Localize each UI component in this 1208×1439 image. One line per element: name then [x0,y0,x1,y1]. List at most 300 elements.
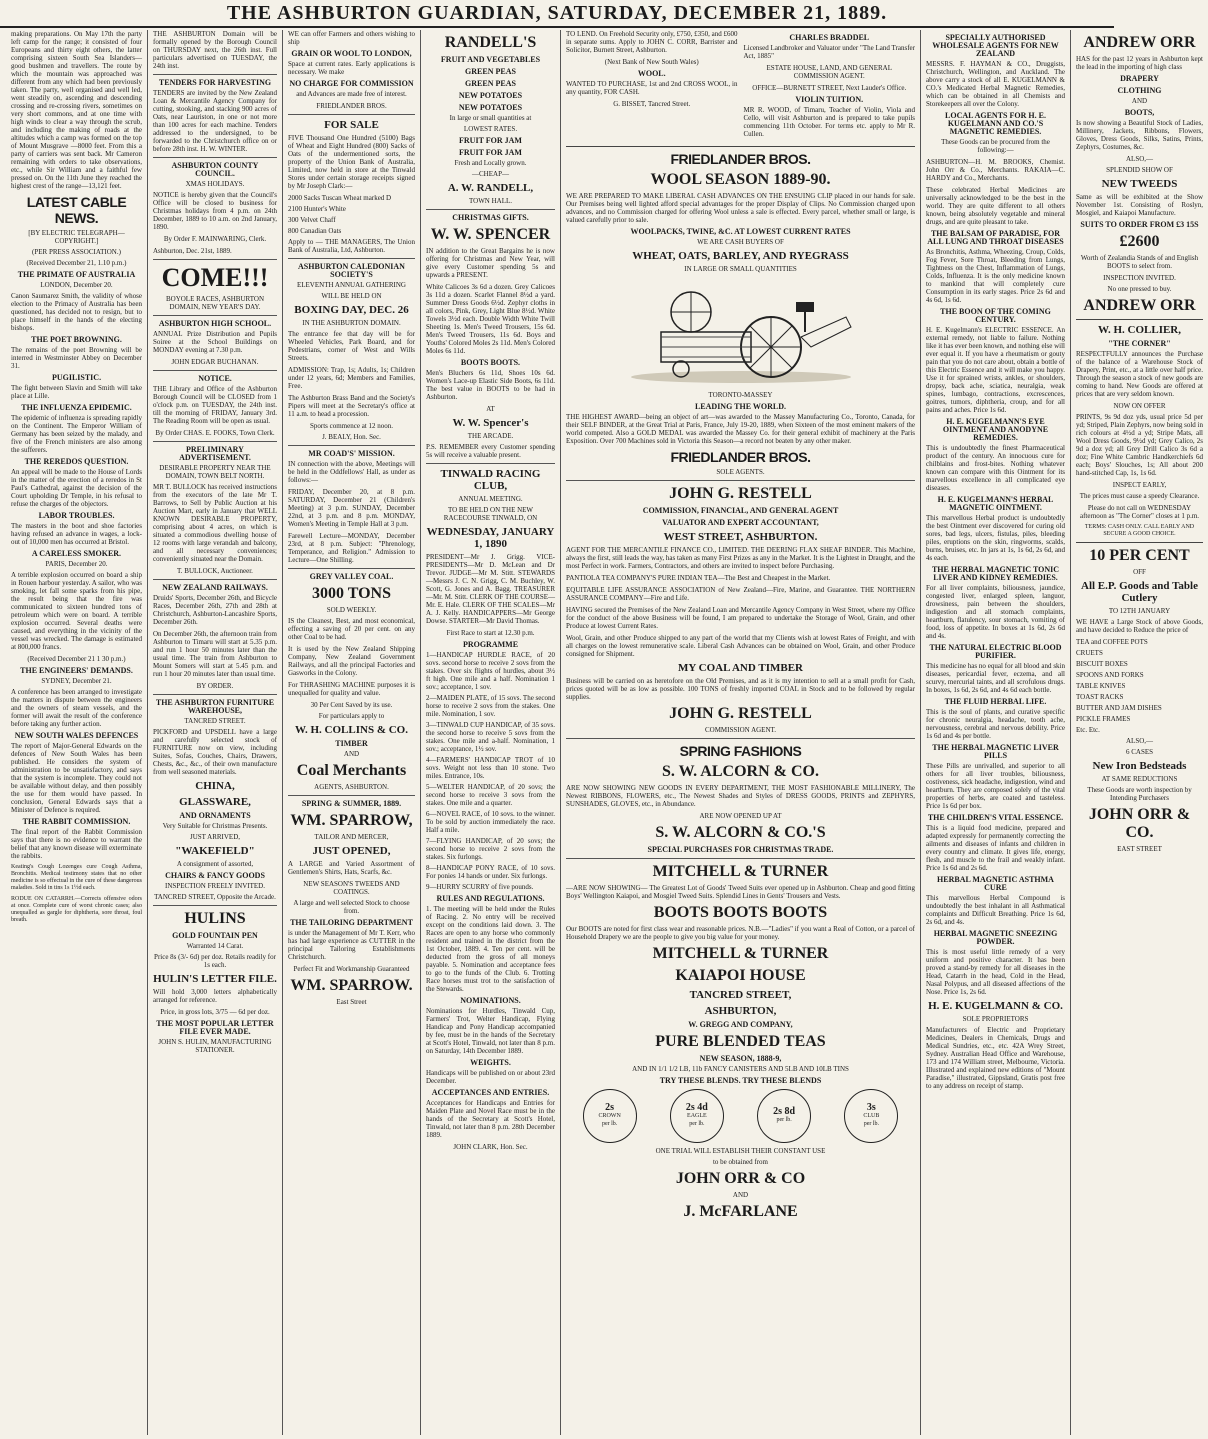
ornaments-text: Very Suitable for Christmas Presents. [162,822,268,830]
caledonian-heading: ASHBURTON CALEDONIAN SOCIETY'S [298,262,405,279]
equitable: EQUITABLE LIFE ASSURANCE ASSOCIATION of New Zealand—Fire, Marine, and Guarantee. THE NORTHERN ASSURANCE COMPANY—Fire and Life. [566,586,915,602]
and-text: AND [343,750,360,758]
race-item: 5—WELTER HANDICAP, of 20 sovs; the second horse to receive 3 sovs from the stakes. One mile and a quarter. [426,783,555,807]
no-charge-text: and Advances are made free of interest. [296,90,407,98]
restell-sub: COMMISSION, FINANCIAL, AND GENERAL AGENT [642,506,839,515]
received-time: (Received December 21, 1.10 p.m.) [26,259,127,267]
spencer-heading: W. W. SPENCER [430,226,551,243]
nsw-heading: NEW SOUTH WALES DEFENCES [14,731,139,740]
officers: PRESIDENT—Mr J. Grigg. VICE-PRESIDENTS—Mr D. McLean and Dr Trevor. JUDGE—Mr M. Stitt. STEWARDS—Messrs J. C. N. Grigg, C. M. Buchley, W. Scott, G. Jones and A. Bagg. TREASURER—Mr. M. Stitt. CLERK OF THE COURSE—Mr. E. Hale. CLERK OF THE SCALES—Mr A. J. Kelly. HANDICAPPERS—Mr George Dowse. STARTER—Mr David Thomas. [426,553,555,625]
xmas-heading: XMAS HOLIDAYS. [185,180,245,188]
tea-unit: per lb. [776,1117,792,1123]
tea-price: 2s [605,1102,615,1113]
sale-item: 2000 Sacks Tuscan Wheat marked D [288,194,392,202]
proprietors: SOLE PROPRIETORS [962,1015,1029,1023]
races-sign: JOHN CLARK, Hon. Sec. [453,1143,528,1151]
column-news [6,30,148,1435]
coal-timber-text: Business will be carried on as heretofore on the Old Premises, and as it is my intention to sell at a small profit for Cash, prices quoted will be as low as possible. 100 TONS of freshly imported COAL in Stock and to be followed by regular supplies. [566,677,915,701]
sparrow-sub: TAILOR AND MERCER, [314,833,389,841]
masthead-title: THE ASHBURTON GUARDIAN, SATURDAY, DECEMBER 21, 1889. [226,1,888,24]
asthma-heading: HERBAL MAGNETIC ASTHMA CURE [937,875,1054,892]
agents: AGENTS, ASHBURTON. [288,783,415,796]
wool-season-heading: WOOL SEASON 1889-90. [650,171,831,188]
and-2: AND [732,1191,749,1199]
children-text: This is a liquid food medicine, prepared and adapted expressly for permanently correcting the ailments and diseases of infants and children in every country and climate. It gives life, energy, flesh, and muscle to the frail and weakly infant. Price 1s 6d and 2s 6d. [926,824,1065,872]
randell-heading: RANDELL'S [444,34,537,51]
jam-2: FRUIT FOR JAM [459,148,522,157]
race-item: 6—NOVEL RACE, of 10 sovs. to the winner. To be sold by auction immediately the race. Half a mile. [426,810,555,834]
influenza-text: The epidemic of influenza is spreading rapidly on the Continent. The Emperor William of Germany has been seized by the malady, and five of the French ministers are also among the sufferers. [11,414,142,454]
fluid-heading: THE FLUID HERBAL LIFE. [944,697,1047,706]
tinwald-heading: TINWALD RACING CLUB, [440,468,541,492]
balsam-heading: THE BALSAM OF PARADISE, FOR ALL LUNG AND THROAT DISEASES [927,229,1064,246]
also: ALSO,— [1125,155,1154,163]
caledonian-sign: J. BEALY, Hon. Sec. [288,433,415,446]
grain-text-2: Space at current rates. Early applications is necessary. We make [288,60,415,76]
stock-item: CRUETS [1076,649,1103,657]
stock-item: SPOONS AND FORKS [1076,671,1144,679]
wakefield-heading: "WAKEFIELD" [175,845,255,857]
blood-text: This medicine has no equal for all blood and skin diseases, pericardial fever, eczema, and all scurvy, mercurial taints, and all scrofulous drugs. In boxes, 1s 6d, 2s 6d, and 4s 6d each bottle. [926,662,1065,694]
tweeds-text: A large and well selected Stock to choose from. [293,899,410,915]
column-friedlander-restell [561,30,921,1435]
east-street-8: EAST STREET [1117,845,1162,853]
race-item: 3—TINWALD CUP HANDICAP, of 35 sovs. the second horse to receive 5 sovs from the stakes. One mile and a-half. Nomination, 1 sov.; acceptance, 1½ sov. [426,721,555,753]
corner-heading: "THE CORNER" [1108,339,1171,348]
acceptances-text: Acceptances for Handicaps and Entries for Maiden Plate and Novel Race must be in the hands of the Secretary at Scott's Hotel, Tinwald, not later than 8 p.m. 28th December 1889. [426,1099,555,1139]
fruit-heading: FRUIT AND VEGETABLES [440,55,541,64]
furniture-sub: TANCRED STREET. [184,717,246,725]
columns [6,30,1203,1435]
herbal-text: These celebrated Herbal Medicines are universally acknowledged to be the best in the world. They are quite different to all others known, being absolutely vegetable and mineral drugs, and are quite pleasant to take. [926,186,1065,226]
auth-text: MESSRS. F. HAYMAN & CO., Druggists, Christchurch, Wellington, and Auckland. The above carry a stock of all E. KUGELMANN & CO.'s Medicated Herbal Magnetic Remedies, which can be obtained in all Chemists and Storekeepers all over the Colony. [926,60,1065,108]
poet-heading: THE POET BROWNING. [31,335,122,344]
opened-heading: JUST OPENED, [312,845,391,857]
reredos-heading: THE REREDOS QUESTION. [24,457,129,466]
smoker-dateline: PARIS, December 20. [45,560,108,568]
children-heading: THE CHILDREN'S VITAL ESSENCE. [927,813,1064,822]
prelim-text: MR T. BULLOCK has received instructions from the executors of the late Mr T. Barrows, to Sell by Public Auction at his Auction Mart, early in January that WELL KNOWN DESIRABLE PROPERTY, comprising about 4 acres, on which is situated a commodious dwelling house of 12 rooms with large verandah and balcony, and all necessary conveniences; conveniently situated near the Domain. [153,483,277,563]
race-item: 2—MAIDEN PLATE, of 15 sovs. The second horse to receive 2 sovs from the stakes. One mile. Nomination, 1 sov. [426,694,555,718]
restell-heading: JOHN G. RESTELL [669,485,812,502]
ps-note: P.S. REMEMBER every Customer spending 5s will receive a valuable present. [426,443,555,464]
tea-unit: per lb. [689,1121,705,1127]
bedsteads-heading: New Iron Bedsteads [1092,760,1187,772]
furniture-sign: TANCRED STREET, Opposite the Arcade. [153,893,277,906]
grain-list-heading: WHEAT, OATS, BARLEY, AND RYEGRASS [632,250,849,262]
mission-text-2: FRIDAY, December 20, at 8 p.m. SATURDAY, December 21 (Children's Meeting) at 3 p.m. SUNDAY, December 22nd, at 3 p.m. and 8 p.m. MONDAY, Women's Meeting in Temple Hall at 3 p.m. [288,488,415,528]
mitchell-turner-text: —ARE NOW SHOWING— The Greatest Lot of Goods' Tweed Suits ever opened up in Ashburton. Cheap and good fitting Boys' Wellington Kaiapoi, and Mosgiel Tweed Suits. Splendid Lines in Gents' Trousers and Vests. [566,884,915,900]
china-heading: CHINA, [195,780,235,792]
race-item: 7—FLYING HANDICAP, of 20 sovs; the second horse to receive 2 sovs from the stakes. Six furlongs. [426,837,555,861]
sale-item: 800 Canadian Oats [288,227,342,235]
machine-label: TORONTO-MASSEY [708,391,773,399]
west-street: WEST STREET, ASHBURTON. [663,531,818,543]
tea-badge [670,1089,724,1143]
sneeze-text: This is most useful little remedy of a very uniform and positive character. It has been proved a stand-by remedy for all diseases in the Head, Catarrh in the head, Cold in the Head, Nasal Polypus, and all diseased affections of the Nose. Price 1s, 2s 6d. [926,948,1065,996]
no-one-pressed: No one pressed to buy. [1107,285,1172,293]
rail-heading: NEW ZEALAND RAILWAYS. [162,583,268,592]
best-file: THE MOST POPULAR LETTER FILE EVER MADE. [156,1019,274,1036]
having-text: HAVING secured the Premises of the New Zealand Loan and Mercantile Agency Company in West Street, where my Office for the conduct of the above Business will be found, I am prepared to undertake the Storage of Wool, Grain, and other Produce at lowest Current Rates. [566,606,915,630]
loan-ad: TO LEND. On Freehold Security only, £750, £350, and £600 in separate sums. Apply to JOHN C. CORR, Barrister and Solicitor, Burnett Street, Ashburton. [566,30,738,54]
mission-text: IN connection with the above, Meetings will be held in the Oddfellows' Hall, as under as follows:— [288,460,415,484]
cable-sub1: [BY ELECTRIC TELEGRAPH—COPYRIGHT.] [28,229,125,245]
auth-heading: SPECIALLY AUTHORISED WHOLESALE AGENTS FOR NEW ZEALAND [932,33,1059,58]
side-banner: TERMS: CASH ONLY. CALL EARLY AND SECURE A GOOD CHOICE. [1084,524,1195,537]
amount: £2600 [1119,233,1160,250]
inspection: INSPECTION FREELY INVITED. [165,882,265,890]
sale-text: FIVE Thousand One Hundred (5100) Bags of Wheat and Eight Hundred (800) Sacks of Oats of the undermentioned sorts, the property of the Union Bank of Australia, Limited, now held in store at the Tinwald Stores under certain storage receipts signed by Mr Joseph Clark:— [288,134,415,190]
primate-text: Canon Saumarez Smith, the validity of whose election to the Primacy of Australia has been questioned, has decided not to resign, but to place himself in the hands of the electing bishops. [11,292,142,332]
loan-wool-ads [566,30,738,142]
tea-badge [583,1089,637,1143]
friedlander-sign: FRIEDLANDER BROS. [288,102,415,115]
boon-text: H. E. Kugelmann's ELECTRIC ESSENCE. An external remedy, not liable to failure. Nothing like it has ever been known, and nothing else will ever equal it. If you have a rheumatism or gouty pain that you do not care about, obtain a bottle of this Electric Essence and it will make you happy. Use it for sprained wrists, ankles, or shoulders, dropsy, back ache, sciatica, neuralgia, weak spines, lumbago, contractions, excrescences, goitres, tumors, diphtheria, croup, and for all pains and aches. Price 1s 6d. [926,326,1065,414]
mitchell-turner-heading-2: MITCHELL & TURNER [652,945,829,962]
engineers-dateline: SYDNEY, December 21. [41,677,112,685]
cash-buyers: WE ARE CASH BUYERS OF [697,238,784,246]
chairs-heading: CHAIRS & FANCY GOODS [165,871,265,880]
boon-heading: THE BOON OF THE COMING CENTURY. [940,307,1051,324]
try-blends: TRY THESE BLENDS. TRY THESE BLENDS [659,1076,822,1085]
braddel-heading: CHARLES BRADDEL [789,33,870,42]
annual-meeting: ANNUAL MEETING. [458,495,523,503]
tea-badge [844,1089,898,1143]
stock-item: Etc. Etc. [1076,726,1100,734]
awr-heading: A. W. RANDELL, [447,182,534,194]
race-item: 1—HANDICAP HURDLE RACE, of 20 sovs. second horse to receive 2 sovs from the stakes. Over six flights of hurdles, about 3½ ft high. One mile and a half. Nomination 1 sov.; acceptance, 1 sov. [426,651,555,691]
rail-text-2: On December 26th, the afternoon train from Ashburton to Timaru will start at 5.35 p.m. and run 1 hour 50 minutes later than the usual time. The train from Ashburton to Mount Somers will start at 5.45 p.m. and run 1 hour 20 minutes later than usual time. [153,630,277,678]
peas-2: GREEN PEAS [465,79,516,88]
divider [1076,319,1203,320]
liver-heading: THE HERBAL MAGNETIC TONIC LIVER AND KIDNEY REMEDIES. [931,565,1060,582]
smoker-text: A terrible explosion occurred on board a ship in Rouen harbour yesterday. A sailor, who was smoking, let fall some sparks from his pipe, the result being that the fire was communicated to sixteen hundred tons of petroleum which were on board. A terrible explosion occurred. Several deaths were caused, and everything in the vicinity of the vessel was wrecked. The damage is estimated at 800,000 francs. [11,571,142,651]
article-musgrave: making preparations. On May 17th the party left camp for the range; it consisted of four Europeans and thirty eight others, the latter comprising sixteen South Sea Islanders—good bushmen and travellers. The route by which the mountain was approached was different from any which had been previously taken. The party, well organised and well led, went steadily on, ascending and descending crossing and re-crossing rivers, sometimes on very short commons, and at one time with high winds to clear a way through the scrub, and including the making of roads at the altitudes which a camp was formed on the top of Mount Musgrave —8000 feet. From this a party of carriers was sent back. Mr Cameron remaining with orders to take observations, etc., while Sir William and a faithful few pressed on. On the 11th June they reached the highest crest of the range—13,121 feet. [11,30,142,190]
sold-weekly: SOLD WEEKLY. [326,606,377,614]
mission-text-3: Farewell Lecture—MONDAY, December 23rd, at 8 p.m. Subject: "Phrenology, Temperance, and Religion." Admission to Lecture—One Shilling. [288,532,415,569]
pills-heading: THE HERBAL MAGNETIC LIVER PILLS [932,743,1059,760]
blood-heading: THE NATURAL ELECTRIC BLOOD PURIFIER. [929,643,1062,660]
obtained-from: to be obtained from [712,1158,768,1166]
sparrow-heading-2: WM. SPARROW. [290,977,413,994]
top-ads-row [566,30,915,142]
letter-heading: HULIN'S LETTER FILE. [153,973,277,985]
stock-item: PICKLE FRAMES [1076,715,1131,723]
worth-inspection: These Goods are worth inspection by Intending Purchasers [1087,786,1192,802]
violin-heading: VIOLIN TUITION. [795,95,864,104]
rabbit-text: The final report of the Rabbit Commission says that there is no evidence to warrant the belief that any known disease will exterminate the rabbits. [11,828,142,860]
commission-agent: COMMISSION AGENT. [566,726,915,739]
spencer-items: White Calicoes 3s 6d a dozen. Grey Calicoes 3s 11d a dozen. Scarlet Flannel 8½d a yard. Summer Dress Goods 6½d. Zephyr cloths in all colors, Pink, Grey, Light Blue 8½d. White Towels 3½d each. Double Width White Twill Sheeting 1s. Men's Tweed Trousers, 15s 6d. Men's Tweed Trousers, 11s 6d. Boys and Youths' Colored Moles 2s 11d. Men's Colored Moles 6s 11d. [426,283,555,355]
grain-text: WE can offer Farmers and others wishing to ship [288,30,415,46]
sale-apply: Apply to — THE MANAGERS, The Union Bank of Australia, Ltd, Ashburton. [288,238,415,259]
alcorns-heading: S. W. ALCORN & CO.'S [655,824,826,841]
xmas-date: Ashburton, Dec. 21st, 1889. [153,247,277,260]
council-heading: ASHBURTON COUNTY COUNCIL. [171,161,259,178]
tea-blends [566,1089,915,1143]
boots-8: BOOTS, [1124,108,1155,117]
tancred-heading: TANCRED STREET, [689,989,792,1001]
pugilistic-text: The fight between Slavin and Smith will take place at Lille. [11,384,142,400]
braddel-sub: Licensed Landbroker and Valuator under "The Land Transfer Act, 1885" [743,44,915,60]
off: OFF [1133,568,1146,576]
labor-text: The masters in the boot and shoe factories having refused an advance in wages, a lock-out of 10,000 men has occurred at Bristol. [11,522,142,546]
same-reductions: AT SAME REDUCTIONS [1101,775,1178,783]
sale-item: 300 Velvet Chaff [288,216,336,224]
weights-text: Handicaps will be published on or about 23rd December. [426,1069,555,1085]
pills-text: These Pills are unrivalled, and superior to all others for all liver troubles, biliousness, costiveness, sick headache, indigestion, wind and heartburn. They are composed solely of the vital properties of herbs, are coated and tasteless. Price 1s 6d per box. [926,762,1065,810]
inspect-early: INSPECT EARLY, [1112,481,1167,489]
caledonian-domain: IN THE ASHBURTON DOMAIN. [302,319,401,327]
ten-per-cent: 10 PER CENT [1089,547,1190,564]
influenza-heading: THE INFLUENZA EPIDEMIC. [21,403,132,412]
boxing-day: BOXING DAY, DEC. 26 [294,304,409,316]
sale-items [288,194,415,235]
furniture-text: PICKFORD and UPSDELL have a large and carefully selected stock of FURNITURE now on view, including Suites, Sofas, Couches, Chairs, Drawers, Chests, &c., &c., of their own manufacture from well seasoned materials. [153,728,277,776]
saved-text: 30 Per Cent Saved by its use. [310,701,393,709]
stock-text: WE HAVE a Large Stock of above Goods, and have decided to Reduce the price of [1076,618,1203,634]
tea-name: CLUB [863,1113,880,1119]
boots-banner: BOOTS BOOTS BOOTS [653,904,828,921]
wednesday-date: WEDNESDAY, JANUARY 1, 1890 [426,526,555,550]
nominations-heading: NOMINATIONS. [460,996,521,1005]
pen-price: Price 8s (3/- 6d) per doz. Retails readily for 1s each. [154,953,276,969]
letter-price: Price, in gross lots, 3/75 — 6d per doz. [160,1008,270,1016]
column-kugelmann [921,30,1071,1435]
tea-price: 2s 8d [773,1106,796,1117]
next-bank: (Next Bank of New South Wales) [604,58,699,66]
rail-sign: BY ORDER. [153,682,277,695]
worth-text: Worth of Zealandia Stands of and English BOOTS to select from. [1080,254,1199,270]
proprietors-text: Manufacturers of Electric and Proprietary Medicines, Dealers in Chemicals, Drugs and Medical Sundries, etc., etc. 42A Wrey Street, Sydney. Australian Head Office and Warehouse, 173 and 174 William street, Melbourne, Victoria. Illustrated and explained new editions of "Mount Paradise," illustrated, Gippsland, Gratis post free to any address on receipt of stamp. [926,1026,1065,1090]
wool-sign: G. BISSET, Tancred Street. [613,100,691,108]
reaper-binder-illustration [621,277,861,387]
sale-heading: FOR SALE [324,119,379,131]
boots-banner-text: Our BOOTS are noted for first class wear and reasonable prices. N.B.—"Ladies" if you want a Real of Cotton, or a parcel of Household Drapery we are the people to give you big value for your money. [566,925,915,941]
boots-text: Men's Bluchers 6s 11d, Shoes 10s 6d. Women's Lace-up Elastic Side Boots, 6s 11d. The best value in BOOTS to be had in Ashburton. [426,369,555,401]
caledonian-sub2: WILL BE HELD ON [321,292,382,300]
woolpacks-heading: WOOLPACKS, TWINE, &C. AT LOWEST CURRENT RATES [630,227,851,236]
and-3: AND [1131,97,1148,105]
notice-text: THE Library and Office of the Ashburton Borough Council will be CLOSED from 1 o'clock p.m. on TUESDAY, the 24th inst. till the morning of FRIDAY, January 3rd. The Reading Room will be open as usual. [153,385,277,425]
at: AT [486,405,495,413]
kugelmann-heading: H. E. KUGELMANN'S HERBAL MAGNETIC OINTMENT. [937,495,1054,512]
nsw-text: The report of Major-General Edwards on the defences of New South Wales has been published. He considers the system of administration to be unsatisfactory, and says that the system is incomplete. They could not be available without delay, and then possibly the use for them would have passed. In conclusion, General Edwards says that a Minister of Defence is required. [11,742,142,814]
school-heading: ASHBURTON HIGH SCHOOL. [158,319,272,328]
spencer-text: IN addition to the Great Bargains he is now offering for Christmas and New Year, will give every Customer spending 5s and upwards a PRESENT. [426,247,555,279]
tea-price: 2s 4d [685,1102,708,1113]
orr-text: HAS for the past 12 years in Ashburton kept the lead in the importing of high class [1076,55,1203,71]
prelim-sub: DESIRABLE PROPERTY NEAR THE DOMAIN, TOWN BELT NORTH. [159,464,271,480]
rodue-ad: RODUE ON CATARRH.—Corrects offensive odors at once. Complete cure of worst chronic cases; also unequalled as gargle for diphtheria, sore throat, foul breath. [11,896,142,923]
smoker-heading: A CARELESS SMOKER. [31,549,122,558]
column-grain-coal [283,30,421,1435]
balsam-text: As Bronchitis, Asthma, Wheezing, Croup, Colds, Fog Fever, Sore Throat, Bleeding from Lungs, Tightness on the Chest, Inflammation of Lungs, Colds, Influenza. It is the only medicine known to mankind that will completely cure Consumption in its early stages. Price 2s 6d and 4s 6d, 1s 6d. [926,248,1065,304]
stock-list [1076,638,1203,734]
caledonian-admission: ADMISSION: Trap, 1s; Adults, 1s; Children under 12 years, 6d; Members and Families, Free. [288,366,415,390]
sneeze-heading: HERBAL MAGNETIC SNEEZING POWDER. [933,929,1058,946]
violin-text: MR R. WOOD, of Timaru, Teacher of Violin, Viola and Cello, will visit Ashburton and is prepared to take pupils commencing 11th October. For terms etc. apply to Mr R. Cullen. [743,106,915,138]
wakefield-sub: A consignment of assorted, [176,860,254,868]
wool-grain-text: Wool, Grain, and other Produce shipped to any part of the world that my Clients wish at lowest Rates of Freight, and with all charges on the lowest remunerative scale. Liberal Cash Advances can be obtained on Wool, Grain, and other Produce consigned for Shipment. [566,634,915,658]
also-2: ALSO,— [1125,737,1154,745]
grain-heading: GRAIN OR WOOL TO LONDON, [291,49,412,58]
rabbit-heading: THE RABBIT COMMISSION. [22,817,131,826]
wool-heading: WOOL. [637,69,666,78]
east-street: East Street [336,998,367,1006]
tea-price: 3s [866,1102,876,1113]
new-tweeds: NEW TWEEDS [1101,178,1178,190]
hulins-heading: HULINS [184,910,246,927]
friedlander-heading: FRIEDLANDER BROS. [670,151,811,167]
cable-news-heading: LATEST CABLE NEWS. [26,194,127,226]
tea-name: CROWN [598,1113,621,1119]
award-text: THE HIGHEST AWARD—being an object of art—was awarded to the Massey Manufacturing Co., Toronto, Canada, for their SELF BINDER, at the Great Trial at Paris, France, July 19-20, 1889, when Sixteen of the most eminent makers of the world competed. Also a GOLD MEDAL was awarded the Massey Co. for their general exhibit of machinery at the Paris Exposition. Over 700 Machines sold in Victoria this Season—a record not beaten by any other maker. [566,413,915,445]
glassware-heading: GLASSWARE, [179,796,251,808]
stock-item: TABLE KNIVES [1076,682,1126,690]
tailoring-text: is under the Management of Mr T. Kerr, who has had large experience as CUTTER in the principal Tailoring Establishments Christchurch. [288,929,415,961]
tweeds-heading: NEW SEASON'S TWEEDS AND COATINGS. [303,880,400,896]
alcorn-heading: S. W. ALCORN & CO. [662,763,819,780]
inspection-8: INSPECTION INVITED. [1103,274,1176,282]
alcorn-text: ARE NOW SHOWING NEW GOODS IN EVERY DEPARTMENT, THE MOST FASHIONABLE MILLINERY, The Newest RIBBONS, FLOWERS, etc., The Newest Shades and Styles of DRESS GOODS, PRINTS and ZEPHYRS, SUNSHADES, GLOVES, etc., in Abundance. [566,784,915,808]
ashburton-heading: ASHBURTON, [704,1005,777,1017]
coal-timber-heading: MY COAL AND TIMBER [678,662,803,674]
engineers-text: A conference has been arranged to investigate the matters in dispute between the engineers and the owners of steam vessels, and the former will await the result of the conference before taking any further action. [11,688,142,728]
andrew-orr-heading: ANDREW ORR [1083,34,1196,51]
suits-to-order: SUITS TO ORDER FROM £3 15S [1080,220,1199,229]
boots-8-text: Is now showing a Beautiful Stock of Ladies, Millinery, Jackets, Ribbons, Flowers, Gloves, Dress Goods, Silks, Satins, Prints, Zephyrs, Costumes, &c. [1076,119,1203,151]
spencers-heading: W. W. Spencer's [452,417,529,429]
now-on-offer: NOW ON OFFER [1113,402,1166,410]
spring-fashions-heading: SPRING FASHIONS [679,743,802,759]
hulin-sign: JOHN S. HULIN, MANUFACTURING STATIONER. [158,1038,272,1054]
come-heading: COME!!! [161,263,269,292]
keating-ad: Keating's Cough Lozenges cure Cough Asthma, Bronchitis. Medical testimony states that no other medicine is so effectual in the cure of these dangerous maladies. Sold in tins 1s 1½d each. [11,864,142,891]
tea-unit: per lb. [601,1121,618,1127]
spring-heading: SPRING & SUMMER, 1889. [301,799,402,808]
poet-text: The remains of the poet Browning will be interred in Westminster Abbey on December 31. [11,346,142,370]
labor-heading: LABOR TROUBLES. [38,511,115,520]
cases: 6 CASES [1125,748,1154,756]
john-orr-heading: JOHN ORR & CO. [1088,806,1191,841]
school-sign: JOHN EDGAR BUCHANAN. [153,358,277,371]
no-charge-heading: NO CHARGE FOR COMMISSION [289,79,414,88]
all-ep-goods: All E.P. Goods and Table Cutlery [1081,580,1198,604]
wool-season-text: WE ARE PREPARED TO MAKE LIBERAL CASH ADVANCES ON THE ENSUING CLIP placed in our hands for sale. Our Premises being well lighted afford special advantages for the proper Display of Clips. No Commission charged upon advances, and no Commission charged for offering Wool unless a sale is effected. Every parcel, whether small or large, is valued carefully prior to sale. [566,192,915,224]
xmas-sign: By Order F. MAINWARING, Clerk. [163,235,267,243]
sole-agents: SOLE AGENTS. [566,468,915,481]
divider [566,146,915,147]
grain-sub: IN LARGE OR SMALL QUANTITIES [684,265,797,273]
fluid-text: This is the soul of plants, and curative specific for chronic neuralgia, headache, tooth ache, nervousness, cerebral and nervous debility. Price 1s 6d and 4s per bottle. [926,708,1065,740]
new-season: NEW SEASON, 1888-9, [699,1054,782,1063]
sparrow-heading: WM. SPARROW, [290,812,413,829]
letter-text: Will hold 3,000 letters alphabetically arranged for reference. [153,988,277,1004]
divider [1076,542,1203,543]
eye-heading: H. E. KUGELMANN'S EYE OINTMENT AND ANODYNE REMEDIES. [942,417,1049,442]
braddel-office: OFFICE—BURNETT STREET, Next Lauder's Office. [752,84,907,92]
tea-unit: per lb. [863,1121,880,1127]
andrew-orr-heading-2: ANDREW ORR [1083,297,1196,314]
thresh-text: For THRASHING MACHINE purposes it is unequalled for quality and value. [288,681,415,697]
nominations-text: Nominations for Hurdles, Tinwald Cup, Farmers' Trot, Welter Handicap, Flying Handicap and Pony Handicap accompanied by fee, must be in the hands of the Secretary at Scott's Hotel, Tinwald, not later than 8 p.m. on Saturday, 14th December 1889. [426,1007,555,1055]
race-item: 8—HANDICAP PONY RACE, of 10 sovs. For ponies 14 hands or under. Six furlongs. [426,864,555,880]
races-list [426,651,555,891]
prices-text: The prices must cause a speedy Clearance. [1079,492,1200,500]
tea-name: EAGLE [687,1113,707,1119]
grey-valley-heading: GREY VALLEY COAL. [309,572,394,581]
pen-sub: Warranted 14 Carat. [186,942,244,950]
trial-text: ONE TRIAL WILL ESTABLISH THEIR CONSTANT USE [655,1147,826,1155]
cheap: —CHEAP— [472,170,509,178]
new-tweeds-text: Same as will be exhibited at the Show November 1st. Consisting of Roslyn, Mosgiel, and Kaiapoi Manufacture. [1076,193,1203,217]
town-hall: TOWN HALL. [426,197,555,210]
local-list: ASHBURTON—H. M. BROOKS, Chemist. John Orr & Co., Merchants. RAKAIA—C. HARDY and Co., Merchants. [926,158,1065,182]
prelim-sign: T. BULLOCK, Auctioneer. [153,567,277,580]
orr-heading: JOHN ORR & CO [675,1170,806,1187]
gregg-heading: W. GREGG AND COMPANY, [688,1020,793,1029]
school-text: ANNUAL Prize Distribution and Pupils Soiree at the School Buildings on MONDAY evening at 7.30 p.m. [153,330,277,354]
kugelmann-text: This marvellous Herbal product is undoubtedly the best Ointment ever discovered for curing old sores, bad legs, ulcers, fistulas, piles, bleeding piles, eruptions on the skin, ringworms, scalds, burns, bruises, etc. In jars at 1s, 1s 6d, 2s 6d, and 4s each. [926,514,1065,562]
liver-text: For all liver complaints, biliousness, jaundice, congested liver, enlarged spleen, languor, drowsiness, pain between the shoulders, indigestion and all stomach complaints, heartburn, flatulency, sour stomach, vomiting of food, loss of appetite. In boxes at 1s 6d, 2s 6d and 4s. [926,584,1065,640]
column-randell-races [421,30,561,1435]
reredos-text: An appeal will be made to the House of Lords in the matter of the erection of a reredos in St Paul's Cathedral, against the decision of the Court upholding Dr Temple, in his refusal to refuse the charges of the objectors. [11,468,142,508]
received-time-2: (Received December 21 1 30 p.m.) [27,655,126,663]
tea-badge [757,1089,811,1143]
wool-text: WANTED TO PURCHASE, 1st and 2nd CROSS WOOL, in any quantity, FOR CASH. [566,80,738,96]
prints-text: PRINTS, 9s 9d doz yds, usual price 5d per yd; Striped, Plain Zephyrs, now being sold in rich colours at 4½d a yd; Stripe Mats, all Wool Dress Goods, 9½d yd; Grey Calico, 2s 9d a doz yd; all Grey Drill Calico 3s 6d a doz; Fine White Cambric Handkerchiefs 6d each; Boys' Slouches, 1s; All about 200 hand-stitched Cap, 1s, 1s 6d. [1076,413,1203,477]
hek-heading: H. E. KUGELMANN & CO. [928,1000,1063,1012]
agent-for: AGENT FOR THE MERCANTILE FINANCE CO., LIMITED. THE DEERING FLAX SHEAF BINDER. This Machine, always the first, still leads the way, has taken as many First Prizes as any in the Market. It is the Lightest in Draught, and the most Perfect in work. Farmers, Contractors, and others are invited to inspect before Purchasing. [566,546,915,570]
notice-heading: NOTICE. [198,374,232,383]
tailoring-heading: THE TAILORING DEPARTMENT [290,918,413,927]
lowest-rates: LOWEST RATES. [463,125,518,133]
fresh: Fresh and Locally grown. [454,159,527,167]
asthma-text: This marvellous Herbal Compound is undoubtedly the best inhalant in all Asthmatical complaints and Difficult Breathing. Price 1s 6d, 2s 6d, and 4s. [926,894,1065,926]
leading-heading: LEADING THE WORLD. [694,402,787,411]
primate-heading: THE PRIMATE OF AUSTRALIA [17,270,136,279]
stock-item: BISCUIT BOXES [1076,660,1128,668]
potatoes-2: NEW POTATOES [458,103,523,112]
ornaments-heading: AND ORNAMENTS [179,811,251,820]
race-item: 9—HURRY SCURRY of five pounds. [426,883,534,891]
sports-start: Sports commence at 12 noon. [309,422,393,430]
acceptances-heading: ACCEPTANCES AND ENTRIES. [431,1088,550,1097]
to-january: TO 12TH JANUARY [1108,607,1171,615]
local-heading: LOCAL AGENTS FOR H. E. KUGELMANN AND CO.'S MAGNETIC REMEDIES. [945,111,1046,136]
weights-heading: WEIGHTS. [470,1058,511,1067]
tons-heading: 3000 TONS [312,585,391,602]
fit-guarantee: Perfect Fit and Workmanship Guaranteed [293,965,410,973]
closed-text: Please do not call on WEDNESDAY afternoon as "The Corner" closes at 1 p.m. [1079,504,1200,520]
boots-heading: BOOTS BOOTS. [460,358,521,367]
opened-text: A LARGE and Varied Assortment of Gentlemen's Shirts, Hats, Scarfs, &c. [288,860,415,876]
braddel-agent: ESTATE HOUSE, LAND, AND GENERAL COMMISSION AGENT. [766,64,892,80]
collier-heading: W. H. COLLIER, [1097,324,1182,336]
valuator-heading: VALUATOR AND EXPERT ACCOUNTANT, [662,518,819,527]
small-quant: In large or small quantities at [449,114,532,122]
eye-text: This is undoubtedly the finest Pharmaceutical product of the century. An innocuous cure for chilblains and frost-bites. Nothing whatever known can compare with this Ointment for its marvellous excellence in all complicated eye diseases. [926,444,1065,492]
masthead [0,0,1114,28]
pen-heading: GOLD FOUNTAIN PEN [172,931,258,940]
collins-heading: W. H. COLLINS & CO. [295,724,408,736]
rules-text: 1. The meeting will be held under the Rules of Racing. 2. No entry will be received except on the conditions laid down. 3. The Races are open to any horse who commonly resident and trained in the district from the 1st October, 1889. 4. Ten per cent. will be deducted from the gross of all moneys payable. 5. Nomination and acceptance fees to go to the funds of the Club. 6. Trotting Race horses must trot to the satisfaction of the Stewards. [426,905,555,993]
clothing: CLOTHING [1117,86,1162,95]
stock-item: BUTTER AND JAM DISHES [1076,704,1162,712]
column-notices [148,30,283,1435]
